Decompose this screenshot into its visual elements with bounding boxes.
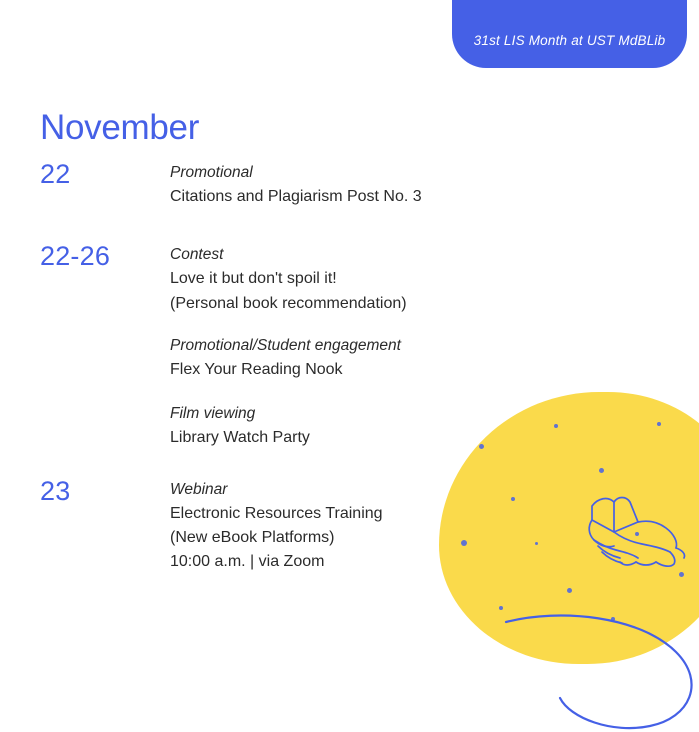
list-item [40, 240, 660, 450]
list-item [40, 475, 660, 575]
event-line: Citations and Plagiarism Post No. 3 [170, 188, 422, 206]
list-item [40, 158, 660, 209]
event [170, 161, 660, 209]
event-category: Promotional/Student engagement [170, 336, 401, 354]
banner-label: 31st LIS Month at UST MdBLib [473, 33, 666, 48]
event [170, 402, 660, 450]
event-line: (Personal book recommendation) [170, 294, 407, 312]
event [170, 243, 660, 316]
event-category: Promotional [170, 164, 253, 181]
blue-curve-line [500, 612, 699, 732]
event-category: Film viewing [170, 405, 256, 423]
day-events [170, 158, 660, 209]
day-label: 22-26 [40, 241, 111, 272]
event-line: Electronic Resources Training [170, 504, 383, 522]
event-line: 10:00 a.m. | via Zoom [170, 553, 325, 571]
day-label: 22 [40, 159, 71, 189]
lis-month-banner [452, 0, 687, 68]
event [170, 334, 660, 382]
page-title: November [40, 108, 200, 147]
day-events [170, 240, 660, 450]
speck [499, 606, 503, 610]
event-category: Contest [170, 246, 224, 264]
day-events [170, 475, 660, 575]
schedule-list [40, 158, 660, 606]
event-line: Library Watch Party [170, 429, 310, 447]
event [170, 478, 660, 575]
event-category: Webinar [170, 480, 228, 498]
event-line: Love it but don't spoil it! [170, 270, 337, 288]
event-line: Flex Your Reading Nook [170, 360, 343, 378]
day-label: 23 [40, 475, 71, 506]
event-line: (New eBook Platforms) [170, 528, 335, 546]
